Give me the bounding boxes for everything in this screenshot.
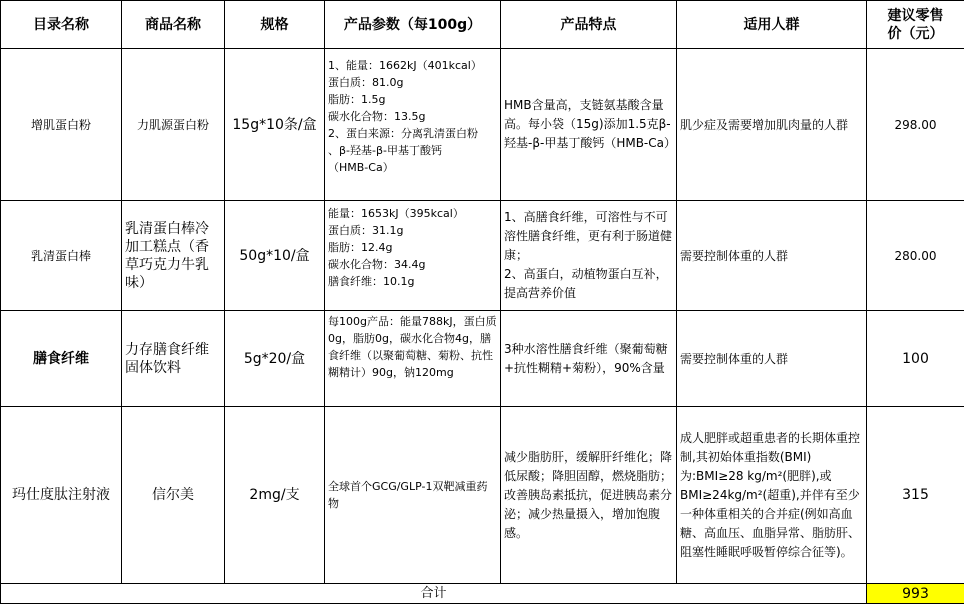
row-features: 减少脂肪肝，缓解肝纤维化；降低尿酸；降胆固醇，燃烧脂肪；改善胰岛素抵抗，促进胰岛素分泌；减少热量摄入，增加饱腹感。 <box>501 407 677 584</box>
row-features: HMB含量高，支链氨基酸含量高。每小袋（15g)添加1.5克β-羟基-β-甲基丁酸钙（HMB-Ca） <box>501 49 677 201</box>
row-spec: 5g*20/盒 <box>225 311 325 407</box>
table-row <box>1 407 964 584</box>
row-category: 玛仕度肽注射液 <box>1 407 122 584</box>
row-category: 膳食纤维 <box>1 311 122 407</box>
table-row <box>1 49 964 201</box>
row-price: 298.00 <box>867 49 964 201</box>
header-product: 商品名称 <box>122 1 225 49</box>
table-row <box>1 311 964 407</box>
row-audience: 肌少症及需要增加肌肉量的人群 <box>677 49 867 201</box>
header-params: 产品参数（每100g） <box>325 1 501 49</box>
row-price: 100 <box>867 311 964 407</box>
row-audience: 需要控制体重的人群 <box>677 201 867 311</box>
header-audience: 适用人群 <box>677 1 867 49</box>
row-spec: 50g*10/盒 <box>225 201 325 311</box>
row-params: 能量：1653kJ（395kcal） 蛋白质：31.1g 脂肪：12.4g 碳水化合物：34.4g 膳食纤维：10.1g <box>325 201 501 311</box>
row-spec: 15g*10条/盒 <box>225 49 325 201</box>
row-price: 315 <box>867 407 964 584</box>
total-value: 993 <box>867 584 964 604</box>
row-spec: 2mg/支 <box>225 407 325 584</box>
row-category: 乳清蛋白棒 <box>1 201 122 311</box>
row-product: 力肌源蛋白粉 <box>122 49 225 201</box>
row-price: 280.00 <box>867 201 964 311</box>
row-params: 全球首个GCG/GLP-1双靶减重药物 <box>325 407 501 584</box>
row-params: 1、能量：1662kJ（401kcal） 蛋白质：81.0g 脂肪：1.5g 碳水化合物：13.5g 2、蛋白来源：分离乳清蛋白粉 、β-羟基-β-甲基丁酸钙 （HMB-Ca） <box>325 49 501 201</box>
total-row <box>1 584 964 604</box>
row-audience: 成人肥胖或超重患者的长期体重控制,其初始体重指数(BMI)为:BMI≥28 kg/m²(肥胖),或BMI≥24kg/m²(超重),并伴有至少一种体重相关的合并症(例如高血糖、高血压、血脂异常、脂肪肝、阻塞性睡眠呼吸暂停综合征等)。 <box>677 407 867 584</box>
total-label: 合计 <box>1 584 867 604</box>
table-row <box>1 201 964 311</box>
row-features: 3种水溶性膳食纤维（聚葡萄糖+抗性糊精+菊粉），90%含量 <box>501 311 677 407</box>
header-spec: 规格 <box>225 1 325 49</box>
header-features: 产品特点 <box>501 1 677 49</box>
row-features: 1、高膳食纤维，可溶性与不可溶性膳食纤维，更有利于肠道健康； 2、高蛋白，动植物蛋白互补，提高营养价值 <box>501 201 677 311</box>
row-params: 每100g产品：能量788kJ，蛋白质0g，脂肪0g，碳水化合物4g，膳食纤维（以聚葡萄糖、菊粉、抗性糊精计）90g，钠120mg <box>325 311 501 407</box>
header-row <box>1 1 964 49</box>
row-product: 力存膳食纤维固体饮料 <box>122 311 225 407</box>
row-product: 乳清蛋白棒冷加工糕点（香草巧克力牛乳味） <box>122 201 225 311</box>
row-category: 增肌蛋白粉 <box>1 49 122 201</box>
header-category: 目录名称 <box>1 1 122 49</box>
row-product: 信尔美 <box>122 407 225 584</box>
header-price: 建议零售 价（元） <box>867 1 964 49</box>
row-audience: 需要控制体重的人群 <box>677 311 867 407</box>
